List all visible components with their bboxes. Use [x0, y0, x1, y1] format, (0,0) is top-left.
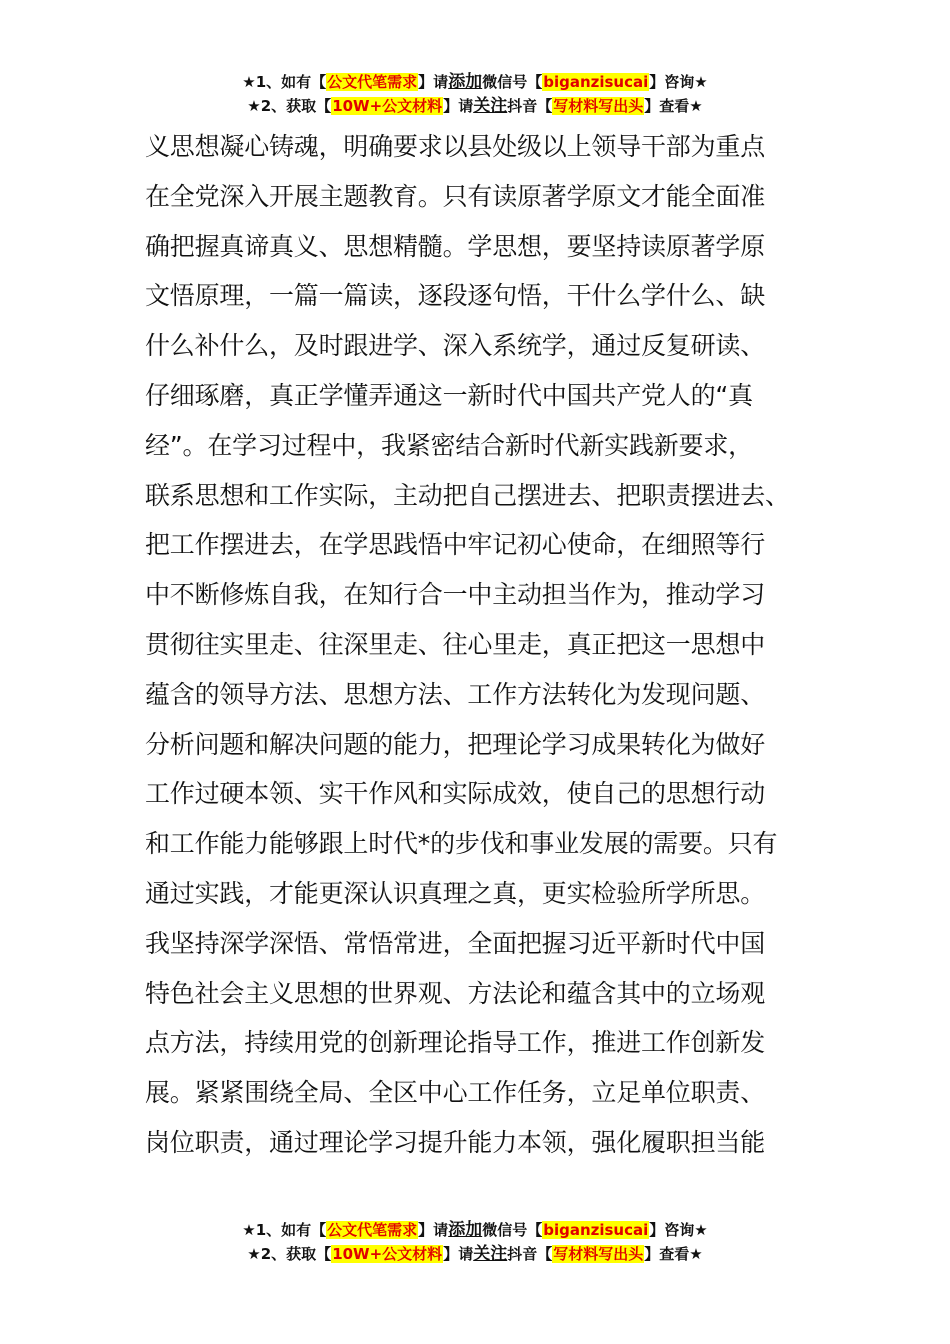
text-line: 工作过硬本领、实干作风和实际成效，使自己的思想行动	[145, 779, 766, 809]
text-line: 贯彻往实里走、往深里走、往心里走，真正把这一思想中	[145, 629, 766, 659]
text-line: 点方法，持续用党的创新理论指导工作，推进工作创新发	[145, 1028, 766, 1058]
text-line: 把工作摆进去，在学思践悟中牢记初心使命，在细照等行	[145, 530, 766, 560]
banner-text: 】请	[443, 97, 474, 115]
text-line: 分析问题和解决问题的能力，把理论学习成果转化为做好	[145, 729, 766, 759]
banner-line-2	[0, 94, 950, 118]
highlight-text: 写材料写出头	[553, 97, 644, 115]
text-line: 蕴含的领导方法、思想方法、工作方法转化为发现问题、	[145, 679, 766, 709]
text-line: 岗位职责，通过理论学习提升能力本领，强化履职担当能	[145, 1127, 766, 1157]
banner-text: 】咨询★	[649, 1221, 708, 1239]
text-line: 通过实践，才能更深认识真理之真，更实检验所学所思。	[145, 878, 766, 908]
banner-text: 微信号【	[482, 1221, 543, 1239]
text-line: 仔细琢磨，真正学懂弄通这一新时代中国共产党人的“真	[145, 380, 753, 410]
banner-text: ★1、如有【	[242, 73, 327, 91]
text-line: 文悟原理，一篇一篇读，逐段逐句悟，干什么学什么、缺	[145, 281, 766, 311]
document-body	[145, 122, 815, 1168]
highlight-text: biganzisucai	[543, 73, 649, 91]
banner-text: 】咨询★	[649, 73, 708, 91]
text-line: 义思想凝心铸魂，明确要求以县处级以上领导干部为重点	[145, 132, 766, 161]
banner-text: 】请	[443, 1245, 474, 1263]
banner-line-2	[0, 1242, 950, 1266]
banner-line-1	[0, 1218, 950, 1242]
banner-text: 抖音【	[507, 1245, 553, 1263]
highlight-text: 10W+公文材料	[332, 97, 443, 115]
text-line: 特色社会主义思想的世界观、方法论和蕴含其中的立场观	[145, 978, 766, 1008]
highlight-text: 10W+公文材料	[332, 1245, 443, 1263]
text-line: 确把握真谛真义、思想精髓。学思想，要坚持读原著学原	[145, 231, 766, 261]
highlight-text: 公文代笔需求	[327, 1221, 418, 1239]
banner-line-1	[0, 70, 950, 94]
header-banner	[0, 70, 950, 118]
text-line: 中不断修炼自我，在知行合一中主动担当作为，推动学习	[145, 580, 766, 610]
footer-banner	[0, 1218, 950, 1266]
highlight-text: 公文代笔需求	[327, 73, 418, 91]
banner-text: 】查看★	[644, 97, 703, 115]
emphasis-text: 添加	[448, 1220, 483, 1240]
text-line: 在全党深入开展主题教育。只有读原著学原文才能全面准	[145, 181, 766, 211]
banner-text: ★2、获取【	[247, 1245, 332, 1263]
text-line: 什么补什么，及时跟进学、深入系统学，通过反复研读、	[145, 331, 766, 361]
text-line: 我坚持深学深悟、常悟常进，全面把握习近平新时代中国	[145, 928, 766, 958]
highlight-text: 写材料写出头	[553, 1245, 644, 1263]
banner-text: 】查看★	[644, 1245, 703, 1263]
highlight-text: biganzisucai	[543, 1221, 649, 1239]
banner-text: ★1、如有【	[242, 1221, 327, 1239]
banner-text: 】请	[418, 73, 449, 91]
emphasis-text: 关注	[473, 96, 508, 116]
emphasis-text: 关注	[473, 1244, 508, 1264]
banner-text: 抖音【	[507, 97, 553, 115]
text-line: 和工作能力能够跟上时代*的步伐和事业发展的需要。只有	[145, 829, 778, 859]
banner-text: 微信号【	[482, 73, 543, 91]
banner-text: ★2、获取【	[247, 97, 332, 115]
banner-text: 】请	[418, 1221, 449, 1239]
text-line: 展。紧紧围绕全局、全区中心工作任务，立足单位职责、	[145, 1078, 766, 1108]
text-line: 联系思想和工作实际，主动把自己摆进去、把职责摆进去、	[145, 480, 790, 510]
emphasis-text: 添加	[448, 72, 483, 92]
text-line: 经”。在学习过程中，我紧密结合新时代新实践新要求，	[145, 430, 753, 460]
